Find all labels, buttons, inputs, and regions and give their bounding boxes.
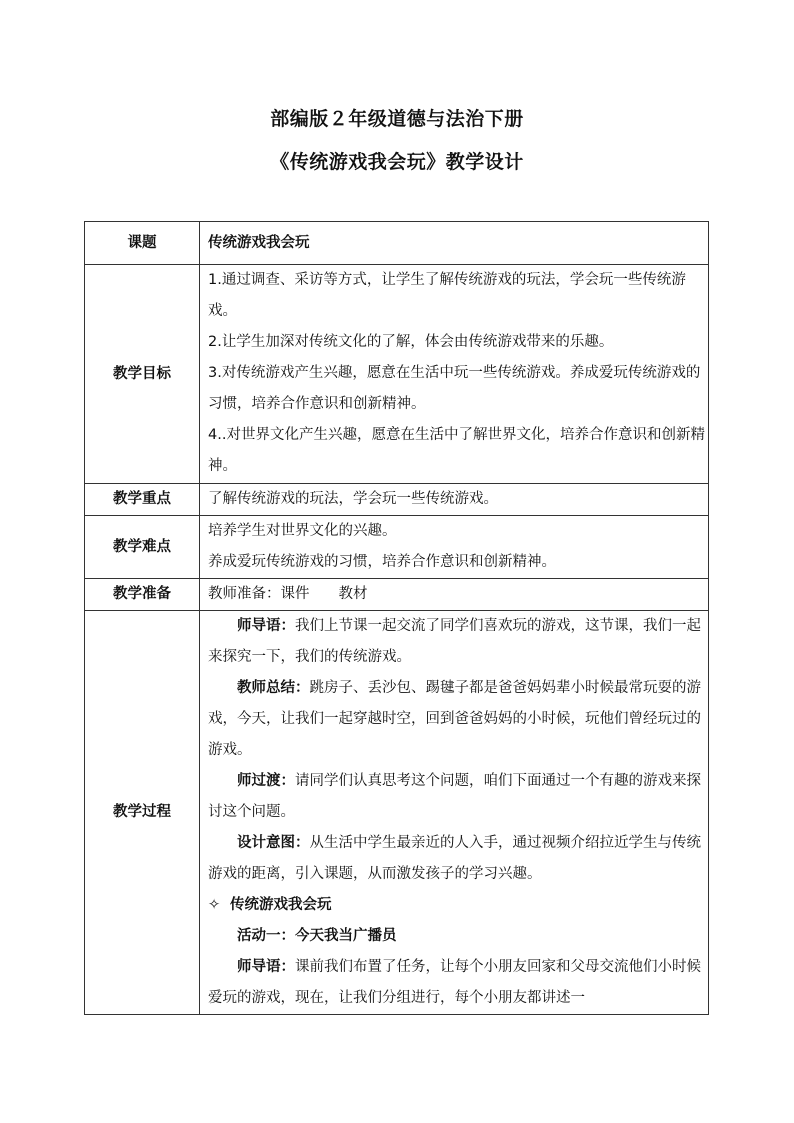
goal-item: 2.让学生加深对传统文化的了解，体会由传统游戏带来的乐趣。 bbox=[208, 334, 614, 350]
paragraph-heading: 设计意图： bbox=[237, 835, 310, 851]
table-row bbox=[85, 484, 709, 516]
goals-label: 教学目标 bbox=[85, 265, 200, 484]
document-subtitle: 《传统游戏我会玩》教学设计 bbox=[270, 151, 524, 173]
paragraph-heading: 师导语： bbox=[237, 959, 295, 975]
diamond-bullet-icon: ✧ bbox=[208, 897, 221, 913]
key-points-label: 教学重点 bbox=[85, 484, 200, 516]
table-row bbox=[85, 516, 709, 579]
difficulty-item: 培养学生对世界文化的兴趣。 bbox=[208, 523, 397, 539]
topic-label: 课题 bbox=[85, 222, 200, 265]
process-paragraph bbox=[208, 611, 708, 673]
process-paragraph bbox=[208, 952, 708, 1014]
key-points-text: 了解传统游戏的玩法，学会玩一些传统游戏。 bbox=[208, 491, 498, 507]
preparation-value bbox=[200, 579, 709, 611]
activity-heading: 活动一：今天我当广播员 bbox=[237, 928, 397, 944]
difficulties-content bbox=[200, 516, 709, 579]
goals-content bbox=[200, 265, 709, 484]
goal-item: 3.对传统游戏产生兴趣，愿意在生活中玩一些传统游戏。养成爱玩传统游戏的习惯，培养合作意识和创新精神。 bbox=[208, 365, 701, 412]
goal-item: 4..对世界文化产生兴趣，愿意在生活中了解世界文化，培养合作意识和创新精神。 bbox=[208, 427, 705, 474]
table-row bbox=[85, 579, 709, 611]
paragraph-body: 跳房子、丢沙包、踢毽子都是爸爸妈妈辈小时候最常玩耍的游戏，今天，让我们一起穿越时空，回到爸爸妈妈的小时候，玩他们曾经玩过的游戏。 bbox=[208, 680, 701, 758]
paragraph-body: 请同学们认真思考这个问题，咱们下面通过一个有趣的游戏来探讨这个问题。 bbox=[208, 773, 701, 820]
process-paragraph bbox=[208, 766, 708, 828]
goal-item: 1.通过调查、采访等方式，让学生了解传统游戏的玩法，学会玩一些传统游戏。 bbox=[208, 272, 686, 319]
document-title: 部编版２年级道德与法治下册 bbox=[270, 108, 524, 130]
paragraph-heading: 师导语： bbox=[237, 618, 295, 634]
paragraph-body: 从生活中学生最亲近的人入手，通过视频介绍拉近学生与传统游戏的距离，引入课题，从而激发孩子的学习兴趣。 bbox=[208, 835, 701, 882]
topic-text: 传统游戏我会玩 bbox=[208, 234, 310, 251]
difficulties-label: 教学难点 bbox=[85, 516, 200, 579]
paragraph-body: 课前我们布置了任务，让每个小朋友回家和父母交流他们小时候爱玩的游戏，现在，让我们分组进行，每个小朋友都讲述一 bbox=[208, 959, 701, 1006]
difficulty-item: 养成爱玩传统游戏的习惯，培养合作意识和创新精神。 bbox=[208, 554, 556, 570]
paragraph-heading: 教师总结： bbox=[237, 680, 310, 696]
topic-value bbox=[200, 222, 709, 265]
paragraph-body: 我们上节课一起交流了同学们喜欢玩的游戏，这节课，我们一起来探究一下，我们的传统游戏。 bbox=[208, 618, 701, 665]
preparation-label: 教学准备 bbox=[85, 579, 200, 611]
process-paragraph bbox=[208, 828, 708, 890]
lesson-plan-table bbox=[84, 221, 709, 1015]
key-points-value bbox=[200, 484, 709, 516]
process-paragraph bbox=[208, 673, 708, 766]
process-label: 教学过程 bbox=[85, 611, 200, 1015]
table-row bbox=[85, 265, 709, 484]
table-row bbox=[85, 611, 709, 1015]
table-row bbox=[85, 222, 709, 265]
section-title: 传统游戏我会玩 bbox=[230, 897, 332, 913]
section-heading bbox=[208, 890, 708, 921]
paragraph-heading: 师过渡： bbox=[237, 773, 295, 789]
preparation-text: 教师准备：课件 教材 bbox=[208, 586, 368, 602]
process-content bbox=[200, 611, 709, 1015]
